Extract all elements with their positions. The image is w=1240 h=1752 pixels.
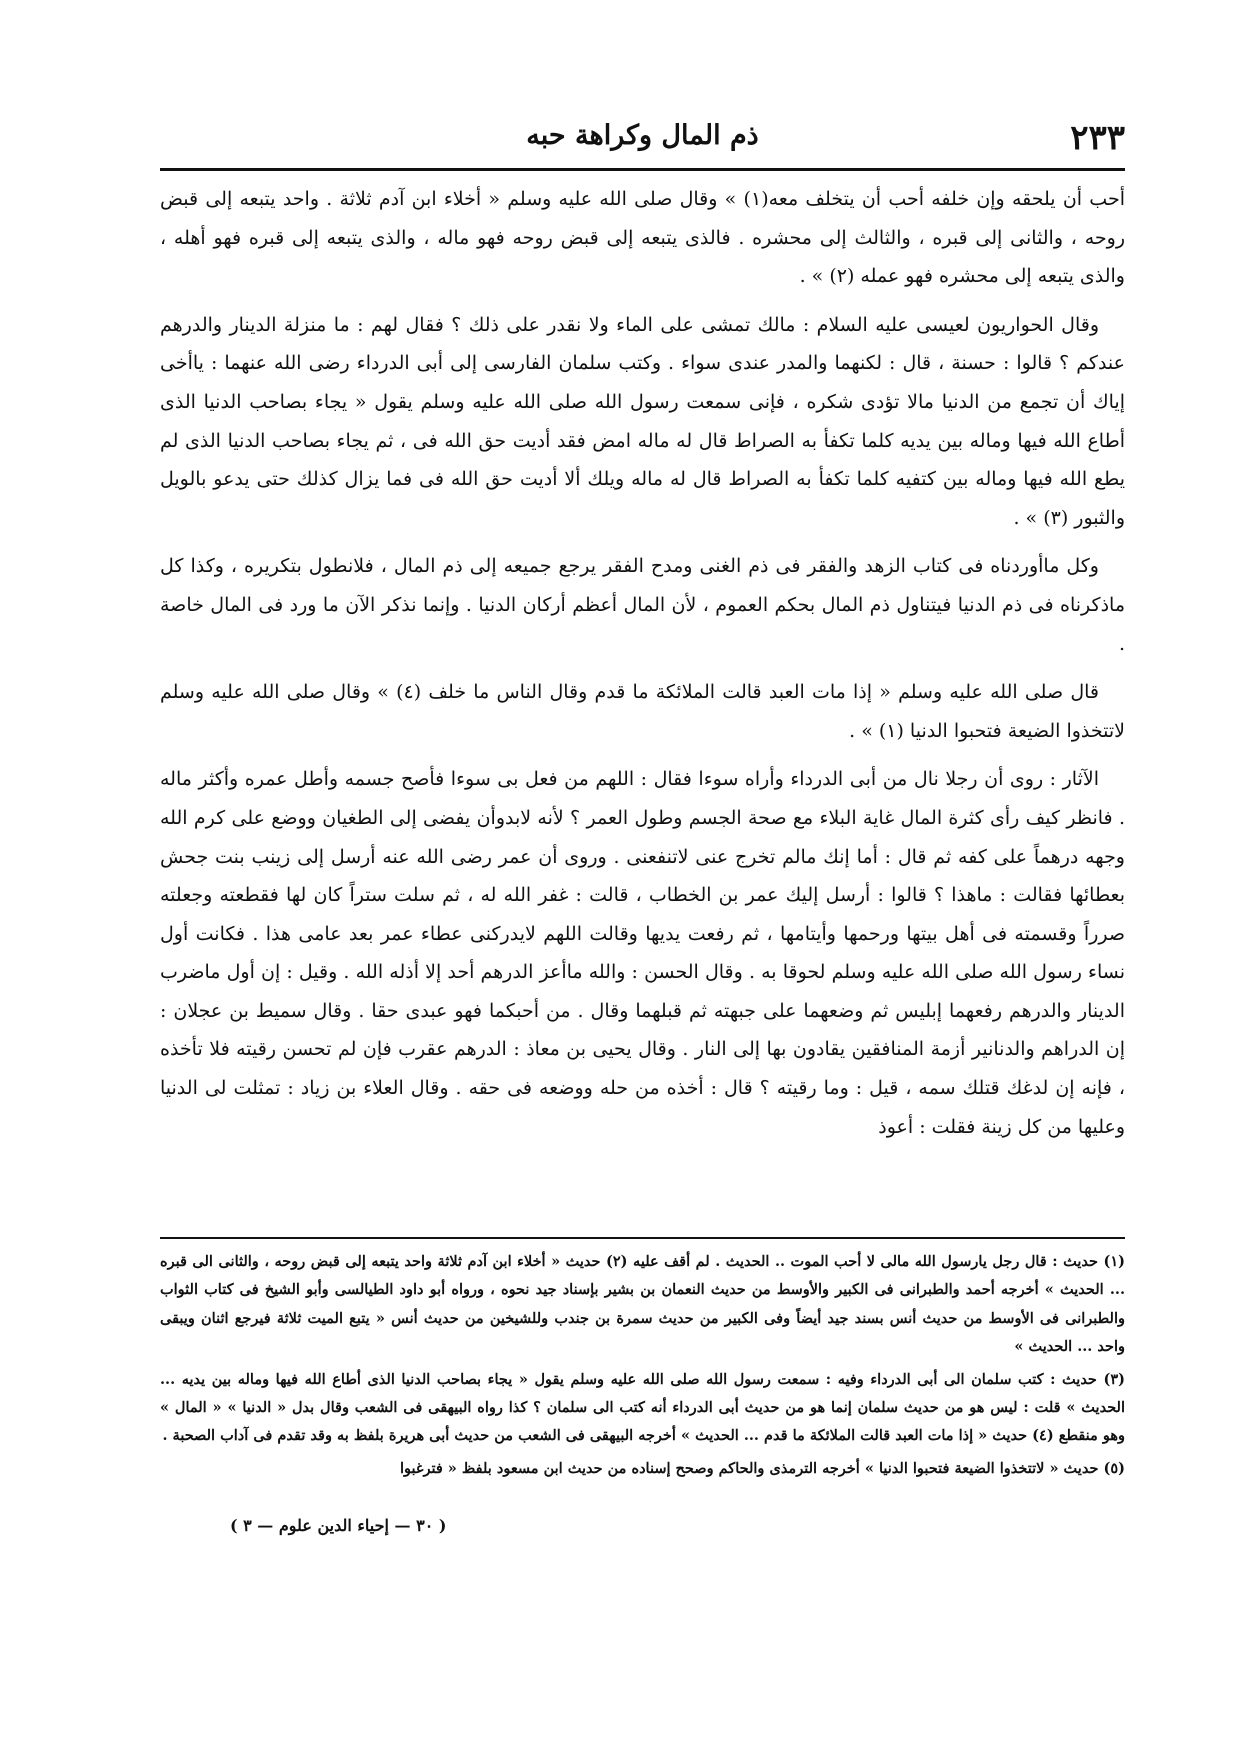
footnote-rule <box>160 1237 1125 1239</box>
main-text <box>160 180 1125 1156</box>
paragraph: أحب أن يلحقه وإن خلفه أحب أن يتخلف معه(١) » وقال صلى الله عليه وسلم « أخلاء ابن آدم ثلاثة . واحد يتبعه إلى قبض روحه ، والثانى إلى قبره ، والثالث إلى محشره . فالذى يتبعه إلى قبض روحه فهو ماله ، والذى يتبعه إلى قبره فهو أهله ، والذى يتبعه إلى محشره فهو عمله (٢) » . <box>160 188 1125 288</box>
footnotes <box>160 1248 1125 1487</box>
paragraph: وقال الحواريون لعيسى عليه السلام : مالك تمشى على الماء ولا نقدر على ذلك ؟ فقال لهم : ما منزلة الدينار والدرهم عندكم ؟ قالوا : حسنة ، قال : لكنهما والمدر عندى سواء . وكتب سلمان الفارسى إلى أبى الدرداء رضى الله عنهما : ياأخى إياك أن تجمع من الدنيا مالا تؤدى شكره ، فإنى سمعت رسول الله صلى الله عليه وسلم يقول « يجاء بصاحب الدنيا الذى أطاع الله فيها وماله بين يديه كلما تكفأ به الصراط قال له ماله امض فقد أديت حق الله فى ، ثم يجاء بصاحب الدنيا الذى لم يطع الله فيها وماله بين كتفيه كلما تكفأ به الصراط قال له ماله ويلك ألا أديت حق الله فى فما يزال كذلك حتى يدعو بالويل والثبور (٣) » . <box>160 313 1125 529</box>
header-rule <box>160 168 1125 171</box>
page-number: ٢٣٣ <box>1070 118 1125 158</box>
paragraph: قال صلى الله عليه وسلم « إذا مات العبد قالت الملائكة ما قدم وقال الناس ما خلف (٤) » وقال صلى الله عليه وسلم لاتتخذوا الضيعة فتحبوا الدنيا (١) » . <box>160 681 1125 742</box>
footnote: (٥) حديث « لاتتخذوا الضيعة فتحبوا الدنيا » أخرجه الترمذى والحاكم وصحح إسناده من حديث ابن مسعود بلفظ « فترغبوا <box>399 1459 1125 1477</box>
footnote: (١) حديث : قال رجل يارسول الله مالى لا أحب الموت .. الحديث . لم أقف عليه (٢) حديث « أخلاء ابن آدم ثلاثة واحد يتبعه إلى قبض روحه ، والثانى الى قبره ... الحديث » أخرجه أحمد والطبرانى فى الكبير والأوسط من حديث النعمان بن بشير بإسناد جيد نحوه ، ورواه أبو داود الطيالسى وأبو الشيخ فى كتاب الثواب والطبرانى فى الأوسط من حديث أنس بسند جيد أيضاً وفى الكبير من حديث سمرة بن جندب وللشيخين من حديث أنس « يتبع الميت ثلاثة فيرجع اثنان ويبقى واحد ... الحديث » <box>160 1253 1125 1356</box>
footnote: (٣) حديث : كتب سلمان الى أبى الدرداء وفيه : سمعت رسول الله صلى الله عليه وسلم يقول « يجاء بصاحب الدنيا الذى أطاع الله فيها وماله بين يديه ... الحديث » قلت : ليس هو من حديث سلمان إنما هو من حديث أبى الدرداء أنه كتب الى سلمان ؟ كذا رواه البيهقى فى الشعب وقال بدل « الدنيا » « المال » وهو منقطع (٤) حديث « إذا مات العبد قالت الملائكة ما قدم ... الحديث » أخرجه البيهقى فى الشعب من حديث أبى هريرة بلفظ به وقد تقدم فى آداب الصحبة . <box>160 1370 1125 1445</box>
signature-line: ( ٣٠ — إحياء الدين علوم — ٣ ) <box>230 1516 447 1535</box>
paragraph: وكل ماأوردناه فى كتاب الزهد والفقر فى ذم الغنى ومدح الفقر يرجع جميعه إلى ذم المال ، فلانطول بتكريره ، وكذا كل ماذكرناه فى ذم الدنيا فيتناول ذم المال بحكم العموم ، لأن المال أعظم أركان الدنيا . وإنما نذكر الآن ما ورد فى المال خاصة . <box>160 555 1125 655</box>
page-header <box>160 118 1125 166</box>
paragraph: الآثار : روى أن رجلا نال من أبى الدرداء وأراه سوءا فقال : اللهم من فعل بى سوءا فأصح جسمه وأطل عمره وأكثر ماله . فانظر كيف رأى كثرة المال غاية البلاء مع صحة الجسم وطول العمر ؟ لأنه لابدوأن يفضى إلى الطغيان ووضع على كرم الله وجهه درهماً على كفه ثم قال : أما إنك مالم تخرج عنى لاتنفعنى . وروى أن عمر رضى الله عنه أرسل إلى زينب بنت جحش بعطائها فقالت : ماهذا ؟ قالوا : أرسل إليك عمر بن الخطاب ، قالت : غفر الله له ، ثم سلت ستراً كان لها فقطعته وجعلته صرراً وقسمته فى أهل بيتها ورحمها وأيتامها ، ثم رفعت يديها وقالت اللهم لايدركنى عطاء عمر بعد عامى هذا . فكانت أول نساء رسول الله صلى الله عليه وسلم لحوقا به . وقال الحسن : والله ماأعز الدرهم أحد إلا أذله الله . وقيل : إن أول ماضرب الدينار والدرهم رفعهما إبليس ثم وضعهما على جبهته ثم قبلهما وقال . من أحبكما فهو عبدى حقا . وقال سميط بن عجلان : إن الدراهم والدنانير أزمة المنافقين يقادون بها إلى النار . وقال يحيى بن معاذ : الدرهم عقرب فإن لم تحسن رقيته فلا تأخذه ، فإنه إن لدغك قتلك سمه ، قيل : وما رقيته ؟ قال : أخذه من حله ووضعه فى حقه . وقال العلاء بن زياد : تمثلت لى الدنيا وعليها من كل زينة فقلت : أعوذ <box>160 768 1125 1138</box>
page-title: ذم المال وكراهة حبه <box>526 120 759 151</box>
